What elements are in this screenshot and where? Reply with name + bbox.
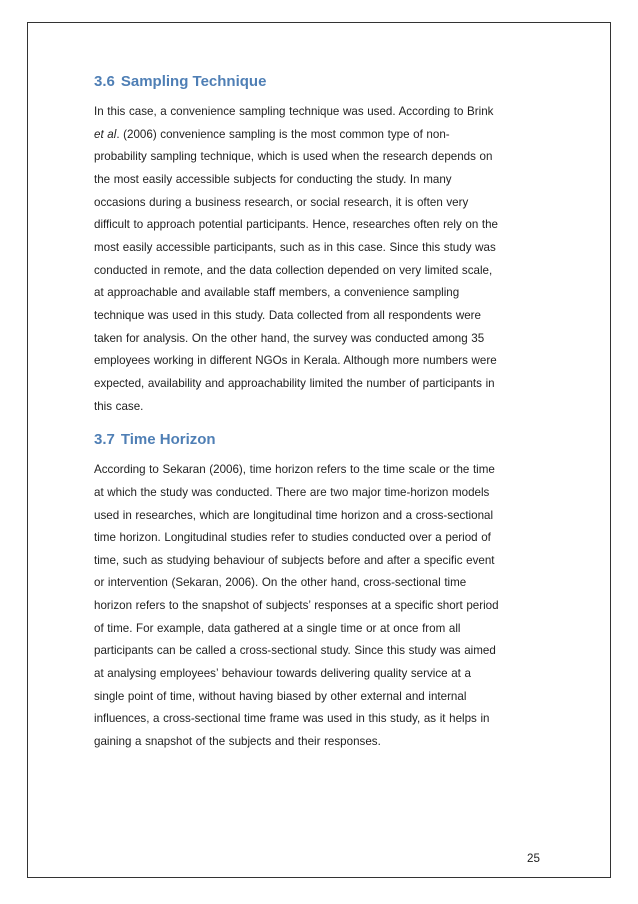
section-time-horizon [94,430,542,754]
text-line: employees working in different NGOs in Kerala. Although more numbers were [94,354,497,368]
text-line: horizon refers to the snapshot of subjects’ responses at a specific short period [94,599,499,613]
text-line: conducted in remote, and the data collection depended on very limited scale, [94,263,493,277]
text-line: technique was used in this study. Data collected from all respondents were [94,308,481,322]
text-line: taken for analysis. On the other hand, the survey was conducted among 35 [94,331,485,345]
section-heading [94,430,542,450]
text-line: expected, availability and approachability limited the number of participants in [94,376,495,390]
text-line: at approachable and available staff members, a convenience sampling [94,286,460,300]
section-heading [94,72,542,92]
paragraph [94,459,542,754]
section-number: 3.7 [94,431,115,449]
paragraph [94,101,542,418]
section-sampling-technique [94,72,542,418]
text-line: influences, a cross-sectional time frame was used in this study, as it helps in [94,712,490,726]
text-line: participants can be called a cross-sectional study. Since this study was aimed [94,644,496,658]
text-line: at analysing employees’ behaviour towards delivering quality service at a [94,667,471,681]
text-line: probability sampling technique, which is used when the research depends on [94,150,493,164]
text-line: this case. [94,399,144,413]
text-line: gaining a snapshot of the subjects and their responses. [94,735,381,749]
text-line: In this case, a convenience sampling technique was used. According to Brink [94,105,494,118]
text-line: used in researches, which are longitudinal time horizon and a cross-sectional [94,508,494,522]
text-line: According to Sekaran (2006), time horizon refers to the time scale or the time [94,463,495,477]
document-body [94,72,542,754]
text-line: time horizon. Longitudinal studies refer to studies conducted over a period of [94,531,491,545]
text-line: the most easily accessible subjects for conducting the study. In many [94,172,452,186]
section-title: Time Horizon [120,431,216,449]
text-line: most easily accessible participants, such as in this case. Since this study was [94,240,496,254]
text-line: occasions during a business research, or social research, it is often very [94,195,469,209]
text-line: of time. For example, data gathered at a single time or at once from all [94,621,461,635]
page-number: 25 [527,852,540,865]
section-number: 3.6 [94,73,115,90]
section-title: Sampling Technique [120,73,267,90]
text-line-rest: . (2006) convenience sampling is the most common type of non- [116,127,450,141]
text-line: time, such as studying behaviour of subjects before and after a specific event [94,553,495,567]
text-line: single point of time, without having biased by other external and internal [94,689,467,703]
text-line: difficult to approach potential participants. Hence, researches often rely on the [94,218,499,232]
citation-italic: et al [94,127,117,141]
text-line: at which the study was conducted. There are two major time-horizon models [94,485,490,499]
text-line-italic-citation [94,124,542,147]
text-line: or intervention (Sekaran, 2006). On the other hand, cross-sectional time [94,576,467,590]
